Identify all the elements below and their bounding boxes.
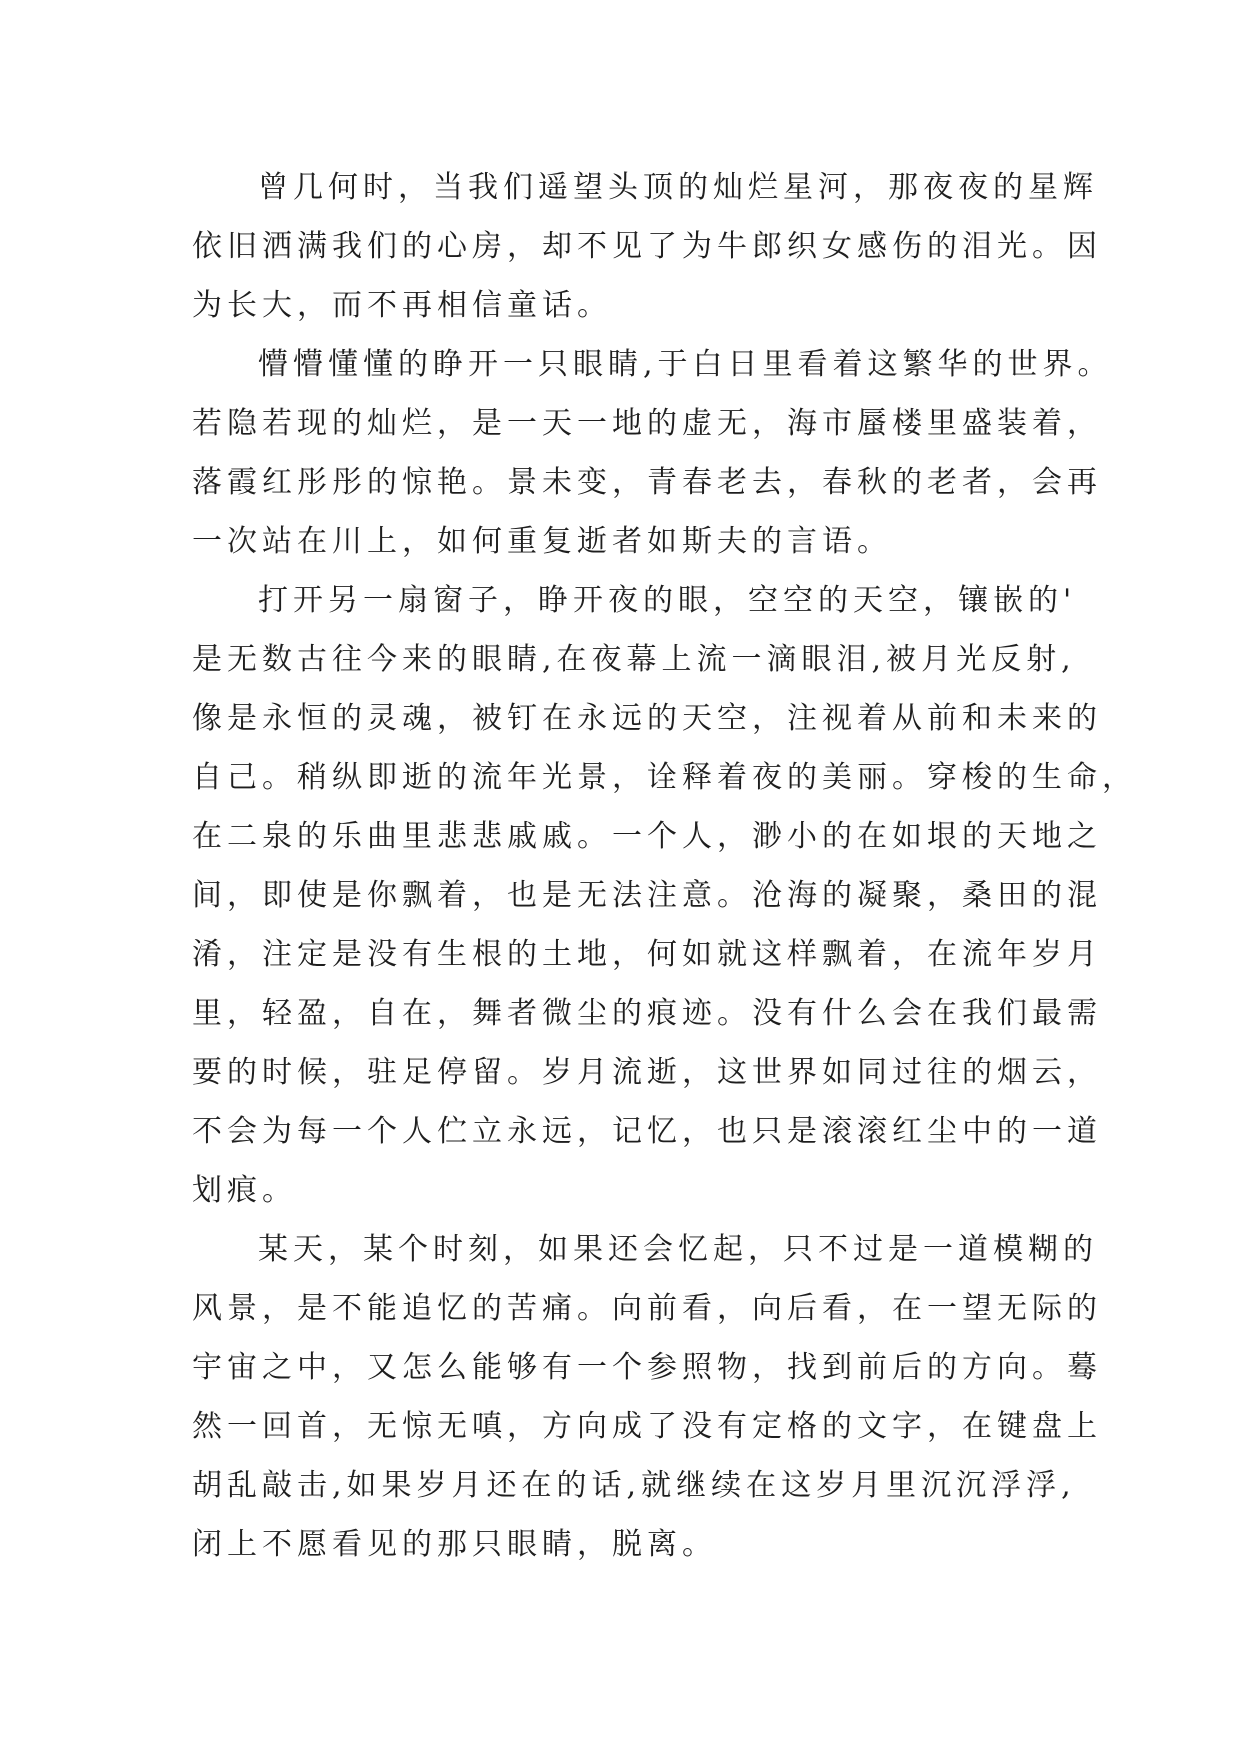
text-line: 划痕。	[192, 1173, 297, 1208]
text-line: 然一回首，无惊无嗔，方向成了没有定格的文字，在键盘上	[192, 1409, 1102, 1444]
text-line: 若隐若现的灿烂，是一天一地的虚无，海市蜃楼里盛装着，	[192, 406, 1102, 441]
text-line: 打开另一扇窗子，睁开夜的眼，空空的天空，镶嵌的'	[258, 583, 1077, 618]
text-line: 依旧洒满我们的心房，却不见了为牛郎织女感伤的泪光。因	[192, 229, 1102, 264]
text-line: 某天，某个时刻，如果还会忆起，只不过是一道模糊的	[258, 1232, 1098, 1267]
paragraph-3	[192, 571, 1137, 1220]
paragraph-1	[192, 158, 1102, 335]
text-line: 闭上不愿看见的那只眼睛，脱离。	[192, 1527, 717, 1562]
text-line: 风景，是不能追忆的苦痛。向前看，向后看，在一望无际的	[192, 1291, 1102, 1326]
text-line: 里，轻盈，自在，舞者微尘的痕迹。没有什么会在我们最需	[192, 996, 1102, 1031]
essay-body	[192, 158, 1137, 1574]
text-line: 宇宙之中，又怎么能够有一个参照物，找到前后的方向。蓦	[192, 1350, 1102, 1385]
text-line: 懵懵懂懂的睁开一只眼睛,于白日里看着这繁华的世界。	[258, 347, 1113, 382]
paragraph-4	[192, 1220, 1102, 1574]
text-line: 曾几何时，当我们遥望头顶的灿烂星河，那夜夜的星辉	[258, 170, 1098, 205]
text-line: 在二泉的乐曲里悲悲戚戚。一个人，渺小的在如垠的天地之	[192, 819, 1102, 854]
paragraph-2	[192, 335, 1113, 571]
text-line: 淆，注定是没有生根的土地，何如就这样飘着，在流年岁月	[192, 937, 1102, 972]
text-line: 要的时候，驻足停留。岁月流逝，这世界如同过往的烟云，	[192, 1055, 1102, 1090]
text-line: 像是永恒的灵魂，被钉在永远的天空，注视着从前和未来的	[192, 701, 1102, 736]
text-line: 间，即使是你飘着，也是无法注意。沧海的凝聚，桑田的混	[192, 878, 1102, 913]
text-line: 一次站在川上，如何重复逝者如斯夫的言语。	[192, 524, 892, 559]
text-line: 是无数古往今来的眼睛,在夜幕上流一滴眼泪,被月光反射,	[192, 642, 1076, 677]
text-line: 不会为每一个人伫立永远，记忆，也只是滚滚红尘中的一道	[192, 1114, 1102, 1149]
text-line: 落霞红彤彤的惊艳。景未变，青春老去，春秋的老者，会再	[192, 465, 1102, 500]
text-line: 自己。稍纵即逝的流年光景，诠释着夜的美丽。穿梭的生命，	[192, 760, 1137, 795]
text-line: 胡乱敲击,如果岁月还在的话,就继续在这岁月里沉沉浮浮,	[192, 1468, 1076, 1503]
text-line: 为长大，而不再相信童话。	[192, 288, 612, 323]
